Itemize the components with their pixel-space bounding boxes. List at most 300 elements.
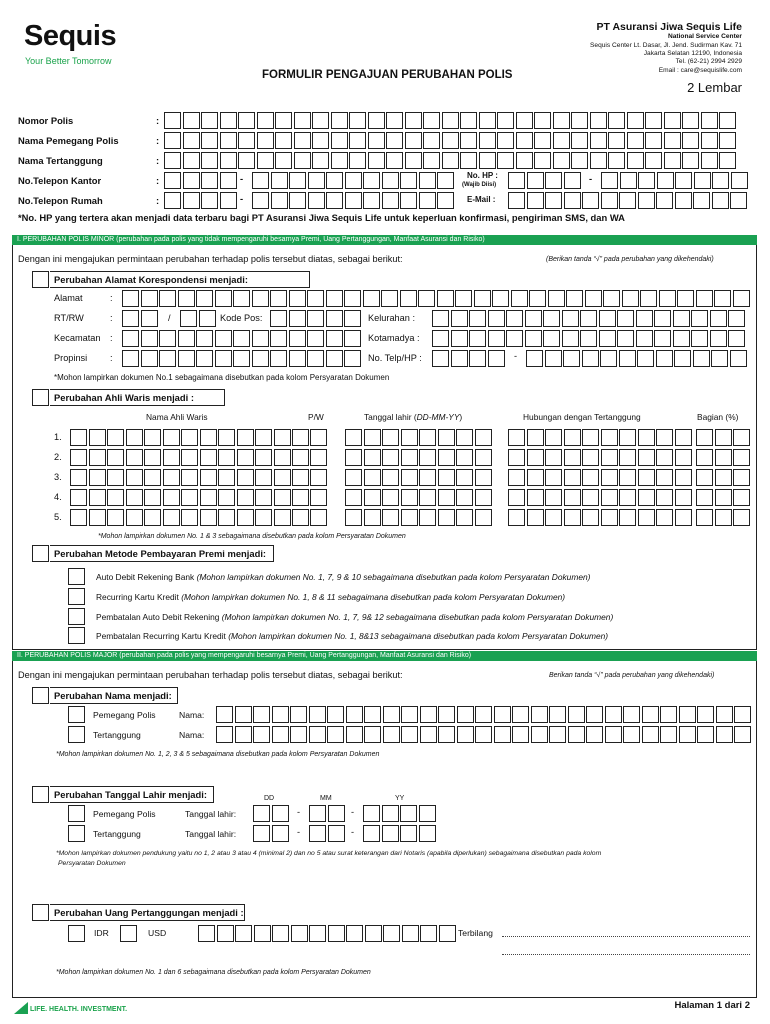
input-cell[interactable] [326, 290, 343, 307]
input-cell[interactable] [715, 469, 732, 486]
input-cell[interactable] [728, 310, 745, 327]
input-cell[interactable] [728, 330, 745, 347]
input-cell[interactable] [674, 350, 691, 367]
input-cell[interactable] [580, 330, 597, 347]
input-cell[interactable] [199, 310, 216, 327]
input-cell[interactable] [419, 192, 436, 209]
input-cell[interactable] [289, 310, 306, 327]
input-cell[interactable] [531, 726, 548, 743]
input-cell[interactable] [734, 706, 751, 723]
input-cell[interactable] [405, 112, 422, 129]
input-cell[interactable] [601, 469, 618, 486]
input-cell[interactable] [543, 310, 560, 327]
input-cell[interactable] [553, 132, 570, 149]
input-cell[interactable] [617, 310, 634, 327]
input-cell[interactable] [638, 172, 655, 189]
input-cell[interactable] [201, 172, 218, 189]
input-cell[interactable] [627, 152, 644, 169]
input-cell[interactable] [200, 509, 217, 526]
sum-amount-input[interactable] [198, 925, 457, 942]
input-cell[interactable] [714, 290, 731, 307]
input-cell[interactable] [439, 925, 456, 942]
input-cell[interactable] [237, 509, 254, 526]
input-cell[interactable] [420, 706, 437, 723]
input-cell[interactable] [586, 726, 603, 743]
input-cell[interactable] [566, 290, 583, 307]
input-cell[interactable] [600, 350, 617, 367]
usd-checkbox[interactable] [120, 925, 137, 942]
input-cell[interactable] [645, 112, 662, 129]
input-cell[interactable] [719, 152, 736, 169]
input-cell[interactable] [469, 350, 486, 367]
input-cell[interactable] [141, 330, 158, 347]
input-cell[interactable] [442, 112, 459, 129]
input-cell[interactable] [253, 805, 270, 822]
input-cell[interactable] [508, 172, 525, 189]
input-cell[interactable] [527, 509, 544, 526]
input-cell[interactable] [564, 192, 581, 209]
input-cell[interactable] [548, 290, 565, 307]
rt-input[interactable] [122, 310, 159, 327]
heir-dob-input[interactable] [345, 429, 493, 446]
input-cell[interactable] [733, 489, 750, 506]
input-cell[interactable] [608, 132, 625, 149]
input-cell[interactable] [346, 706, 363, 723]
input-cell[interactable] [656, 192, 673, 209]
input-cell[interactable] [529, 290, 546, 307]
input-cell[interactable] [289, 330, 306, 347]
input-cell[interactable] [531, 706, 548, 723]
input-cell[interactable] [564, 489, 581, 506]
input-cell[interactable] [516, 132, 533, 149]
input-cell[interactable] [290, 706, 307, 723]
input-cell[interactable] [200, 489, 217, 506]
input-cell[interactable] [619, 489, 636, 506]
input-cell[interactable] [345, 192, 362, 209]
input-cell[interactable] [364, 726, 381, 743]
input-cell[interactable] [438, 509, 455, 526]
input-cell[interactable] [730, 192, 747, 209]
input-cell[interactable] [326, 350, 343, 367]
input-cell[interactable] [163, 489, 180, 506]
input-cell[interactable] [527, 192, 544, 209]
input-cell[interactable] [294, 152, 311, 169]
input-cell[interactable] [527, 449, 544, 466]
input-cell[interactable] [220, 132, 237, 149]
kodepos-input[interactable] [270, 310, 363, 327]
input-cell[interactable] [270, 310, 287, 327]
input-cell[interactable] [636, 310, 653, 327]
input-cell[interactable] [122, 350, 139, 367]
input-cell[interactable] [553, 152, 570, 169]
dob-holder-dd-input[interactable] [253, 805, 290, 822]
heir-relation-input[interactable] [508, 449, 693, 466]
input-cell[interactable] [638, 469, 655, 486]
input-cell[interactable] [475, 489, 492, 506]
input-cell[interactable] [497, 132, 514, 149]
input-cell[interactable] [733, 509, 750, 526]
input-cell[interactable] [601, 192, 618, 209]
input-cell[interactable] [70, 449, 87, 466]
input-cell[interactable] [675, 172, 692, 189]
input-cell[interactable] [405, 152, 422, 169]
input-cell[interactable] [601, 429, 618, 446]
input-cell[interactable] [715, 509, 732, 526]
input-cell[interactable] [307, 350, 324, 367]
input-cell[interactable] [488, 310, 505, 327]
input-cell[interactable] [545, 469, 562, 486]
input-cell[interactable] [122, 290, 139, 307]
input-cell[interactable] [545, 489, 562, 506]
input-cell[interactable] [386, 112, 403, 129]
input-cell[interactable] [181, 489, 198, 506]
input-cell[interactable] [419, 469, 436, 486]
input-cell[interactable] [274, 489, 291, 506]
input-cell[interactable] [571, 112, 588, 129]
input-cell[interactable] [237, 429, 254, 446]
name-insured-input[interactable] [216, 726, 753, 743]
dob-insured-mm-input[interactable] [309, 825, 346, 842]
input-cell[interactable] [252, 330, 269, 347]
input-cell[interactable] [383, 706, 400, 723]
heir-relation-input[interactable] [508, 509, 693, 526]
input-cell[interactable] [673, 330, 690, 347]
input-cell[interactable] [710, 330, 727, 347]
input-cell[interactable] [696, 469, 713, 486]
input-cell[interactable] [144, 489, 161, 506]
input-cell[interactable] [419, 449, 436, 466]
office-phone-number-input[interactable] [252, 172, 456, 189]
input-cell[interactable] [527, 469, 544, 486]
input-cell[interactable] [235, 706, 252, 723]
input-cell[interactable] [460, 132, 477, 149]
input-cell[interactable] [292, 489, 309, 506]
input-cell[interactable] [664, 112, 681, 129]
input-cell[interactable] [308, 172, 325, 189]
telp-prefix-input[interactable] [432, 350, 506, 367]
input-cell[interactable] [645, 152, 662, 169]
input-cell[interactable] [526, 350, 543, 367]
heir-share-input[interactable] [696, 429, 752, 446]
input-cell[interactable] [582, 489, 599, 506]
input-cell[interactable] [196, 330, 213, 347]
input-cell[interactable] [580, 310, 597, 327]
input-cell[interactable] [345, 509, 362, 526]
input-cell[interactable] [328, 925, 345, 942]
input-cell[interactable] [608, 152, 625, 169]
input-cell[interactable] [497, 112, 514, 129]
dob-change-checkbox[interactable] [32, 786, 49, 803]
input-cell[interactable] [270, 330, 287, 347]
terbilang-line-2[interactable] [502, 954, 750, 955]
input-cell[interactable] [215, 330, 232, 347]
input-cell[interactable] [275, 132, 292, 149]
input-cell[interactable] [419, 429, 436, 446]
input-cell[interactable] [331, 132, 348, 149]
input-cell[interactable] [253, 726, 270, 743]
heir-share-input[interactable] [696, 449, 752, 466]
input-cell[interactable] [512, 726, 529, 743]
input-cell[interactable] [691, 310, 708, 327]
input-cell[interactable] [568, 726, 585, 743]
heir-share-input[interactable] [696, 489, 752, 506]
input-cell[interactable] [420, 925, 437, 942]
input-cell[interactable] [257, 152, 274, 169]
input-cell[interactable] [475, 509, 492, 526]
input-cell[interactable] [183, 172, 200, 189]
input-cell[interactable] [292, 449, 309, 466]
input-cell[interactable] [401, 489, 418, 506]
input-cell[interactable] [308, 192, 325, 209]
kelurahan-input[interactable] [432, 310, 747, 327]
input-cell[interactable] [235, 925, 252, 942]
input-cell[interactable] [694, 172, 711, 189]
input-cell[interactable] [345, 449, 362, 466]
dob-holder-yy-input[interactable] [363, 805, 437, 822]
input-cell[interactable] [701, 112, 718, 129]
input-cell[interactable] [619, 449, 636, 466]
input-cell[interactable] [381, 290, 398, 307]
input-cell[interactable] [368, 152, 385, 169]
input-cell[interactable] [563, 350, 580, 367]
input-cell[interactable] [601, 172, 618, 189]
payment-option-checkbox[interactable] [68, 588, 85, 605]
input-cell[interactable] [506, 310, 523, 327]
input-cell[interactable] [270, 290, 287, 307]
input-cell[interactable] [107, 429, 124, 446]
input-cell[interactable] [349, 112, 366, 129]
input-cell[interactable] [545, 429, 562, 446]
input-cell[interactable] [645, 132, 662, 149]
input-cell[interactable] [400, 192, 417, 209]
dob-holder-checkbox[interactable] [68, 805, 85, 822]
input-cell[interactable] [196, 290, 213, 307]
input-cell[interactable] [545, 350, 562, 367]
input-cell[interactable] [543, 330, 560, 347]
dob-holder-mm-input[interactable] [309, 805, 346, 822]
input-cell[interactable] [364, 429, 381, 446]
input-cell[interactable] [437, 192, 454, 209]
input-cell[interactable] [272, 925, 289, 942]
payment-change-checkbox[interactable] [32, 545, 49, 562]
heirs-change-checkbox[interactable] [32, 389, 49, 406]
input-cell[interactable] [545, 172, 562, 189]
input-cell[interactable] [419, 805, 436, 822]
input-cell[interactable] [220, 152, 237, 169]
input-cell[interactable] [456, 509, 473, 526]
input-cell[interactable] [252, 350, 269, 367]
input-cell[interactable] [638, 192, 655, 209]
input-cell[interactable] [383, 925, 400, 942]
input-cell[interactable] [328, 825, 345, 842]
payment-option-checkbox[interactable] [68, 568, 85, 585]
input-cell[interactable] [511, 290, 528, 307]
input-cell[interactable] [346, 726, 363, 743]
input-cell[interactable] [163, 429, 180, 446]
input-cell[interactable] [326, 310, 343, 327]
input-cell[interactable] [382, 469, 399, 486]
input-cell[interactable] [164, 132, 181, 149]
input-cell[interactable] [237, 469, 254, 486]
input-cell[interactable] [107, 449, 124, 466]
input-cell[interactable] [711, 350, 728, 367]
input-cell[interactable] [183, 192, 200, 209]
input-cell[interactable] [401, 429, 418, 446]
input-cell[interactable] [656, 469, 673, 486]
input-cell[interactable] [309, 925, 326, 942]
input-cell[interactable] [144, 509, 161, 526]
input-cell[interactable] [599, 330, 616, 347]
input-cell[interactable] [164, 112, 181, 129]
input-cell[interactable] [715, 429, 732, 446]
input-cell[interactable] [272, 726, 289, 743]
input-cell[interactable] [218, 449, 235, 466]
input-cell[interactable] [605, 706, 622, 723]
input-cell[interactable] [70, 429, 87, 446]
input-cell[interactable] [712, 172, 729, 189]
propinsi-input[interactable] [122, 350, 363, 367]
input-cell[interactable] [586, 706, 603, 723]
input-cell[interactable] [382, 509, 399, 526]
name-holder-input[interactable] [216, 706, 753, 723]
input-cell[interactable] [691, 330, 708, 347]
input-cell[interactable] [438, 429, 455, 446]
input-cell[interactable] [582, 192, 599, 209]
input-cell[interactable] [292, 469, 309, 486]
input-cell[interactable] [701, 132, 718, 149]
input-cell[interactable] [712, 192, 729, 209]
input-cell[interactable] [696, 290, 713, 307]
input-cell[interactable] [257, 132, 274, 149]
input-cell[interactable] [349, 152, 366, 169]
input-cell[interactable] [475, 449, 492, 466]
input-cell[interactable] [382, 489, 399, 506]
input-cell[interactable] [599, 310, 616, 327]
input-cell[interactable] [660, 726, 677, 743]
office-phone-area-input[interactable] [164, 172, 238, 189]
heir-relation-input[interactable] [508, 429, 693, 446]
input-cell[interactable] [400, 172, 417, 189]
input-cell[interactable] [601, 489, 618, 506]
input-cell[interactable] [601, 449, 618, 466]
input-cell[interactable] [654, 330, 671, 347]
input-cell[interactable] [590, 152, 607, 169]
input-cell[interactable] [196, 350, 213, 367]
input-cell[interactable] [328, 805, 345, 822]
input-cell[interactable] [731, 172, 748, 189]
input-cell[interactable] [642, 706, 659, 723]
input-cell[interactable] [582, 350, 599, 367]
input-cell[interactable] [696, 449, 713, 466]
input-cell[interactable] [107, 469, 124, 486]
insured-name-input[interactable] [164, 152, 738, 169]
input-cell[interactable] [180, 310, 197, 327]
input-cell[interactable] [257, 112, 274, 129]
input-cell[interactable] [693, 192, 710, 209]
input-cell[interactable] [617, 330, 634, 347]
input-cell[interactable] [181, 509, 198, 526]
input-cell[interactable] [479, 152, 496, 169]
input-cell[interactable] [400, 825, 417, 842]
input-cell[interactable] [364, 469, 381, 486]
input-cell[interactable] [181, 429, 198, 446]
input-cell[interactable] [107, 509, 124, 526]
input-cell[interactable] [274, 429, 291, 446]
input-cell[interactable] [455, 290, 472, 307]
email-input[interactable] [508, 192, 749, 209]
input-cell[interactable] [682, 132, 699, 149]
input-cell[interactable] [564, 509, 581, 526]
input-cell[interactable] [307, 330, 324, 347]
input-cell[interactable] [656, 350, 673, 367]
input-cell[interactable] [200, 429, 217, 446]
input-cell[interactable] [364, 706, 381, 723]
hp-number-input[interactable] [601, 172, 749, 189]
input-cell[interactable] [309, 825, 326, 842]
input-cell[interactable] [218, 429, 235, 446]
input-cell[interactable] [534, 112, 551, 129]
input-cell[interactable] [270, 350, 287, 367]
input-cell[interactable] [344, 290, 361, 307]
input-cell[interactable] [89, 429, 106, 446]
input-cell[interactable] [401, 449, 418, 466]
heir-gender-input[interactable] [310, 469, 329, 486]
input-cell[interactable] [627, 112, 644, 129]
input-cell[interactable] [178, 290, 195, 307]
input-cell[interactable] [659, 290, 676, 307]
input-cell[interactable] [326, 172, 343, 189]
input-cell[interactable] [719, 112, 736, 129]
input-cell[interactable] [437, 290, 454, 307]
input-cell[interactable] [122, 330, 139, 347]
input-cell[interactable] [619, 429, 636, 446]
input-cell[interactable] [382, 192, 399, 209]
input-cell[interactable] [402, 925, 419, 942]
input-cell[interactable] [638, 509, 655, 526]
input-cell[interactable] [400, 290, 417, 307]
input-cell[interactable] [181, 449, 198, 466]
input-cell[interactable] [274, 449, 291, 466]
input-cell[interactable] [590, 132, 607, 149]
input-cell[interactable] [312, 112, 329, 129]
input-cell[interactable] [456, 449, 473, 466]
input-cell[interactable] [656, 449, 673, 466]
input-cell[interactable] [233, 350, 250, 367]
input-cell[interactable] [141, 290, 158, 307]
input-cell[interactable] [457, 706, 474, 723]
input-cell[interactable] [216, 726, 233, 743]
input-cell[interactable] [640, 290, 657, 307]
input-cell[interactable] [289, 290, 306, 307]
input-cell[interactable] [70, 469, 87, 486]
input-cell[interactable] [456, 489, 473, 506]
input-cell[interactable] [144, 469, 161, 486]
input-cell[interactable] [679, 706, 696, 723]
input-cell[interactable] [419, 489, 436, 506]
input-cell[interactable] [545, 192, 562, 209]
input-cell[interactable] [545, 509, 562, 526]
input-cell[interactable] [164, 172, 181, 189]
dob-insured-yy-input[interactable] [363, 825, 437, 842]
input-cell[interactable] [582, 509, 599, 526]
input-cell[interactable] [527, 489, 544, 506]
name-insured-checkbox[interactable] [68, 726, 85, 743]
heir-name-input[interactable] [70, 509, 311, 526]
input-cell[interactable] [642, 726, 659, 743]
input-cell[interactable] [218, 469, 235, 486]
input-cell[interactable] [312, 152, 329, 169]
input-cell[interactable] [438, 469, 455, 486]
